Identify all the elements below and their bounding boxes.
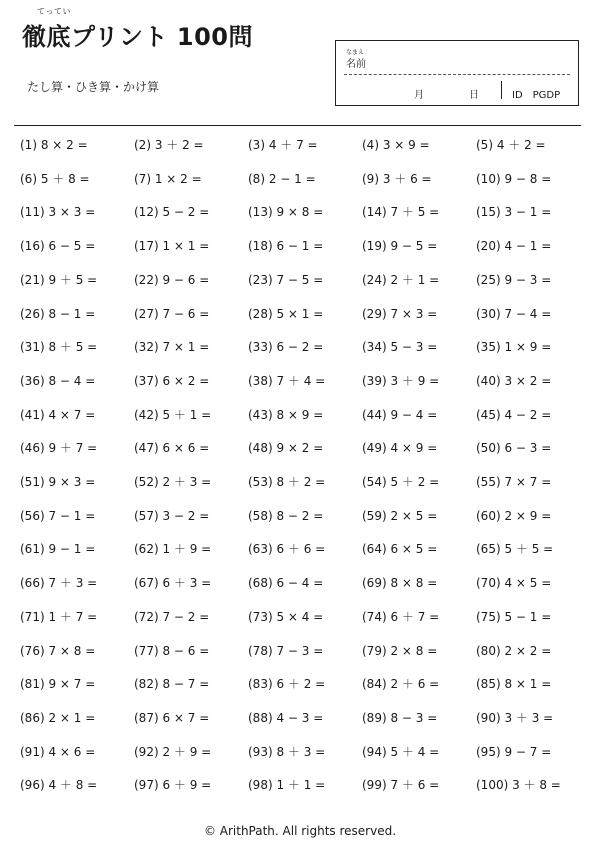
problem-item: (9) 3 ＋ 6 = xyxy=(362,171,432,186)
problem-item: (25) 9 − 3 = xyxy=(476,272,552,287)
problem-item: (19) 9 − 5 = xyxy=(362,239,438,254)
problem-item: (27) 7 − 6 = xyxy=(134,306,210,321)
problem-item: (93) 8 ＋ 3 = xyxy=(248,744,326,759)
problem-item: (5) 4 ＋ 2 = xyxy=(476,138,546,152)
problem-item: (26) 8 − 1 = xyxy=(20,306,96,321)
problem-item: (32) 7 × 1 = xyxy=(134,340,210,355)
problem-item: (48) 9 × 2 = xyxy=(248,441,324,456)
problem-item: (84) 2 ＋ 6 = xyxy=(362,677,440,692)
problem-item: (28) 5 × 1 = xyxy=(248,306,324,321)
problem-item: (92) 2 ＋ 9 = xyxy=(134,744,212,759)
problem-item: (68) 6 − 4 = xyxy=(248,576,324,591)
problem-item: (73) 5 × 4 = xyxy=(248,609,324,624)
problem-item: (11) 3 × 3 = xyxy=(20,205,96,220)
problem-item: (7) 1 × 2 = xyxy=(134,171,202,186)
problem-item: (14) 7 ＋ 5 = xyxy=(362,205,440,220)
name-underline xyxy=(344,74,570,75)
problem-item: (23) 7 − 5 = xyxy=(248,272,324,287)
problem-item: (40) 3 × 2 = xyxy=(476,373,552,388)
problem-item: (53) 8 ＋ 2 = xyxy=(248,475,326,489)
problem-item: (31) 8 ＋ 5 = xyxy=(20,340,98,355)
problem-item: (34) 5 − 3 = xyxy=(362,340,438,355)
problem-item: (10) 9 − 8 = xyxy=(476,171,552,186)
header-rule xyxy=(14,125,581,126)
problem-item: (99) 7 ＋ 6 = xyxy=(362,778,440,793)
problem-item: (8) 2 − 1 = xyxy=(248,171,316,186)
problem-item: (60) 2 × 9 = xyxy=(476,508,552,523)
title-ruby: てってい xyxy=(37,7,71,16)
problem-item: (50) 6 − 3 = xyxy=(476,441,552,456)
problem-item: (76) 7 × 8 = xyxy=(20,643,96,658)
id-label: ID PGDP xyxy=(512,90,561,101)
problem-item: (47) 6 × 6 = xyxy=(134,441,210,456)
problem-item: (24) 2 ＋ 1 = xyxy=(362,272,440,287)
id-divider xyxy=(501,81,502,99)
problem-item: (71) 1 ＋ 7 = xyxy=(20,609,98,624)
problem-item: (6) 5 ＋ 8 = xyxy=(20,171,90,186)
problem-item: (64) 6 × 5 = xyxy=(362,542,438,557)
problem-item: (87) 6 × 7 = xyxy=(134,710,210,725)
problem-item: (4) 3 × 9 = xyxy=(362,138,430,152)
problem-item: (62) 1 ＋ 9 = xyxy=(134,542,212,557)
problem-item: (52) 2 ＋ 3 = xyxy=(134,475,212,489)
problem-item: (39) 3 ＋ 9 = xyxy=(362,373,440,388)
problem-item: (12) 5 − 2 = xyxy=(134,205,210,220)
problem-item: (89) 8 − 3 = xyxy=(362,710,438,725)
day-label: 日 xyxy=(469,90,479,101)
problem-item: (100) 3 ＋ 8 = xyxy=(476,778,561,793)
copyright-footer: © ArithPath. All rights reserved. xyxy=(203,824,397,838)
problem-item: (2) 3 ＋ 2 = xyxy=(134,138,204,152)
problem-item: (67) 6 ＋ 3 = xyxy=(134,576,212,591)
problem-item: (37) 6 × 2 = xyxy=(134,373,210,388)
problem-item: (72) 7 − 2 = xyxy=(134,609,210,624)
page-title: 徹底プリント 100問 xyxy=(22,23,253,51)
problem-item: (44) 9 − 4 = xyxy=(362,407,438,422)
problem-item: (80) 2 × 2 = xyxy=(476,643,552,658)
problem-item: (35) 1 × 9 = xyxy=(476,340,552,355)
problem-grid xyxy=(0,127,600,807)
problem-item: (29) 7 × 3 = xyxy=(362,306,438,321)
problem-item: (91) 4 × 6 = xyxy=(20,744,96,759)
problem-item: (38) 7 ＋ 4 = xyxy=(248,373,326,388)
problem-item: (49) 4 × 9 = xyxy=(362,441,438,456)
problem-item: (85) 8 × 1 = xyxy=(476,677,552,692)
problem-item: (70) 4 × 5 = xyxy=(476,576,552,591)
month-label: 月 xyxy=(414,90,424,101)
problem-item: (74) 6 ＋ 7 = xyxy=(362,609,440,624)
problem-item: (95) 9 − 7 = xyxy=(476,744,552,759)
problem-item: (30) 7 − 4 = xyxy=(476,306,552,321)
problem-item: (59) 2 × 5 = xyxy=(362,508,438,523)
problem-item: (42) 5 ＋ 1 = xyxy=(134,407,212,422)
problem-item: (97) 6 ＋ 9 = xyxy=(134,778,212,793)
problem-item: (98) 1 ＋ 1 = xyxy=(248,778,326,793)
problem-item: (96) 4 ＋ 8 = xyxy=(20,778,98,793)
problem-item: (51) 9 × 3 = xyxy=(20,475,96,489)
problem-item: (56) 7 − 1 = xyxy=(20,508,96,523)
problem-item: (83) 6 ＋ 2 = xyxy=(248,677,326,692)
problem-item: (86) 2 × 1 = xyxy=(20,710,96,725)
problem-item: (78) 7 − 3 = xyxy=(248,643,324,658)
problem-item: (13) 9 × 8 = xyxy=(248,205,324,220)
problem-item: (77) 8 − 6 = xyxy=(134,643,210,658)
problem-item: (16) 6 − 5 = xyxy=(20,239,96,254)
name-label: 名前 xyxy=(346,59,366,70)
problem-item: (88) 4 − 3 = xyxy=(248,710,324,725)
problem-item: (90) 3 ＋ 3 = xyxy=(476,710,554,725)
problem-item: (55) 7 × 7 = xyxy=(476,475,552,489)
problem-item: (3) 4 ＋ 7 = xyxy=(248,138,318,152)
problem-item: (61) 9 − 1 = xyxy=(20,542,96,557)
problem-item: (82) 8 − 7 = xyxy=(134,677,210,692)
problem-item: (54) 5 ＋ 2 = xyxy=(362,475,440,489)
name-ruby: なまえ xyxy=(346,49,365,56)
problem-item: (57) 3 − 2 = xyxy=(134,508,210,523)
problem-item: (69) 8 × 8 = xyxy=(362,576,438,591)
problem-item: (20) 4 − 1 = xyxy=(476,239,552,254)
page-subtitle: たし算・ひき算・かけ算 xyxy=(27,80,160,94)
problem-item: (58) 8 − 2 = xyxy=(248,508,324,523)
problem-item: (46) 9 ＋ 7 = xyxy=(20,441,98,456)
problem-item: (43) 8 × 9 = xyxy=(248,407,324,422)
problem-item: (79) 2 × 8 = xyxy=(362,643,438,658)
problem-item: (41) 4 × 7 = xyxy=(20,407,96,422)
problem-item: (17) 1 × 1 = xyxy=(134,239,210,254)
problem-item: (21) 9 ＋ 5 = xyxy=(20,272,98,287)
problem-item: (65) 5 ＋ 5 = xyxy=(476,542,554,557)
problem-item: (33) 6 − 2 = xyxy=(248,340,324,355)
problem-item: (18) 6 − 1 = xyxy=(248,239,324,254)
problem-item: (22) 9 − 6 = xyxy=(134,272,210,287)
problem-item: (45) 4 − 2 = xyxy=(476,407,552,422)
problem-item: (81) 9 × 7 = xyxy=(20,677,96,692)
problem-item: (66) 7 ＋ 3 = xyxy=(20,576,98,591)
problem-item: (15) 3 − 1 = xyxy=(476,205,552,220)
problem-item: (36) 8 − 4 = xyxy=(20,373,96,388)
name-box xyxy=(335,40,579,106)
problem-item: (94) 5 ＋ 4 = xyxy=(362,744,440,759)
problem-item: (1) 8 × 2 = xyxy=(20,138,88,152)
problem-item: (75) 5 − 1 = xyxy=(476,609,552,624)
problem-item: (63) 6 ＋ 6 = xyxy=(248,542,326,557)
